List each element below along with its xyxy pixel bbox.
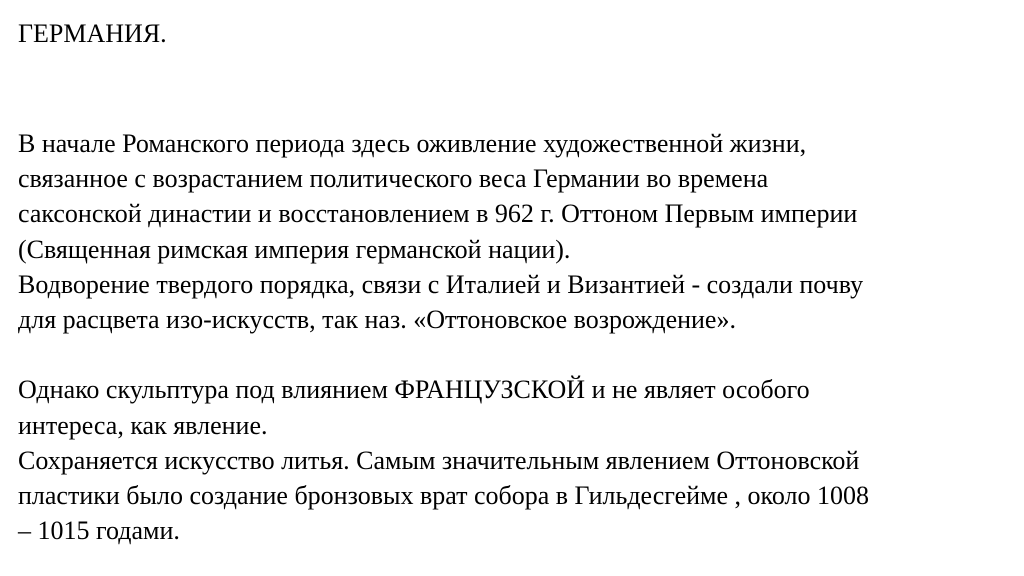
text-line: Водворение твердого порядка, связи с Италией и Византией - создали почву <box>18 269 864 299</box>
paragraph-3 <box>18 372 1018 442</box>
slide-title: ГЕРМАНИЯ. <box>18 19 167 48</box>
text-line: для расцвета изо-искусств, так наз. «Оттоновское возрождение». <box>18 304 736 334</box>
slide-body <box>18 126 1018 548</box>
text-line: В начале Романского периода здесь оживление художественной жизни, <box>18 129 807 158</box>
text-line: интереса, как явление. <box>18 410 268 440</box>
paragraph-1 <box>18 126 1018 267</box>
text-line: Однако скульптура под влиянием ФРАНЦУЗСКОЙ и не являет особого <box>18 375 810 405</box>
paragraph-2 <box>18 267 1018 337</box>
text-line: связанное с возрастанием политического веса Германии во времена <box>18 164 769 194</box>
text-line: пластики было создание бронзовых врат собора в Гильдесгейме , около 1008 <box>18 480 869 510</box>
text-line: – 1015 годами. <box>18 516 180 546</box>
text-line: саксонской династии и восстановлением в 962 г. Оттоном Первым империи <box>18 199 858 229</box>
blank-line <box>18 337 1018 372</box>
text-line: Сохраняется искусство литья. Самым значительным явлением Оттоновской <box>18 445 860 475</box>
paragraph-4 <box>18 443 1018 549</box>
text-line: (Священная римская империя германской нации). <box>18 234 571 264</box>
